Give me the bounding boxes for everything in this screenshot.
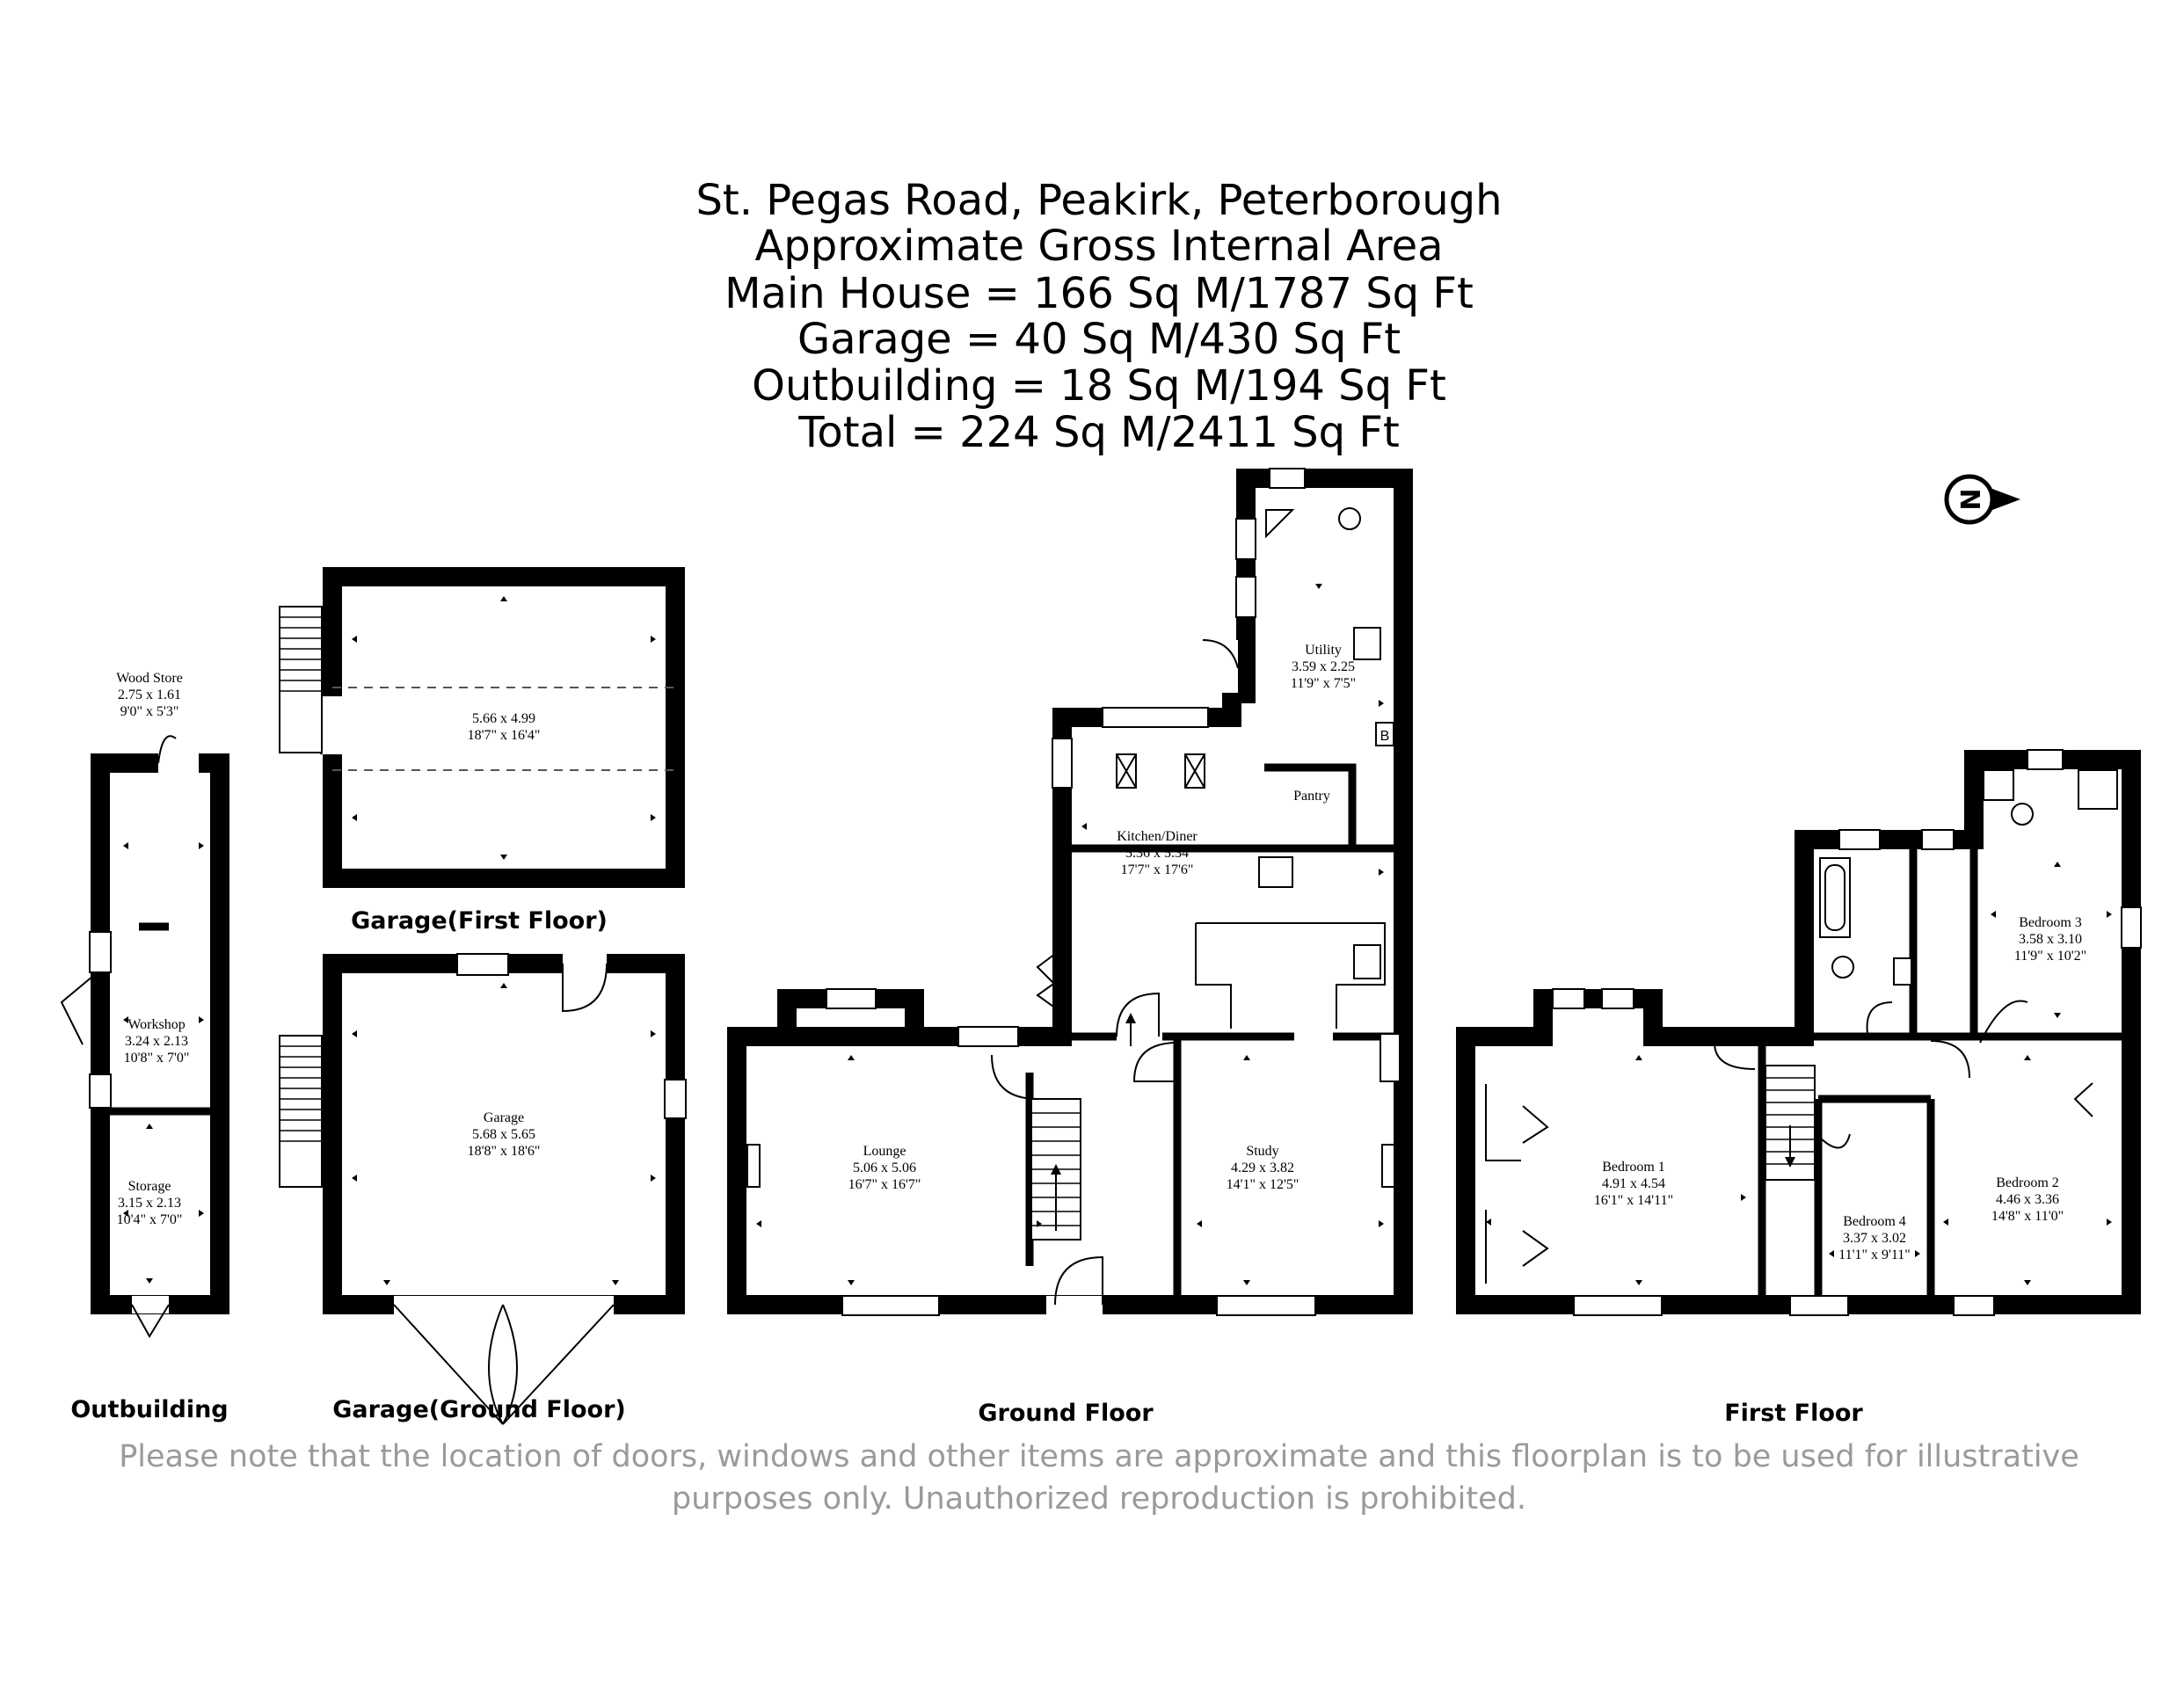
outbuilding-label: Outbuilding (70, 1396, 229, 1423)
first-floor-label: First Floor (1724, 1400, 1863, 1427)
bedroom4-metric: 3.37 x 3.02 (1843, 1231, 1906, 1246)
lounge-name: Lounge (863, 1144, 906, 1159)
wood-store-name: Wood Store (116, 671, 183, 686)
wood-store-metric: 2.75 x 1.61 (118, 688, 181, 702)
header-total-area: Total = 224 Sq M/2411 Sq Ft (798, 408, 1400, 457)
header-garage-area: Garage = 40 Sq M/430 Sq Ft (797, 315, 1401, 364)
boiler-mark: B (1380, 729, 1390, 744)
kitchen-imperial: 17'7" x 17'6" (1120, 862, 1194, 877)
garage-first-floor-plan (280, 577, 675, 935)
pantry-name: Pantry (1293, 789, 1330, 804)
study-metric: 4.29 x 3.82 (1231, 1160, 1294, 1175)
header-block (695, 176, 1502, 457)
wood-store-imperial: 9'0" x 5'3" (120, 704, 179, 719)
garage-first-metric: 5.66 x 4.99 (472, 711, 535, 726)
compass-letter: N (1956, 488, 1987, 511)
header-address: St. Pegas Road, Peakirk, Peterborough (695, 176, 1503, 225)
study-imperial: 14'1" x 12'5" (1226, 1177, 1299, 1192)
ground-floor-label: Ground Floor (978, 1400, 1154, 1427)
bedroom3-name: Bedroom 3 (2019, 915, 2082, 930)
bedroom1-name: Bedroom 1 (1602, 1160, 1665, 1175)
garage-imperial: 18'8" x 18'6" (467, 1144, 541, 1159)
workshop-metric: 3.24 x 2.13 (125, 1034, 188, 1049)
kitchen-name: Kitchen/Diner (1117, 829, 1198, 844)
header-outbuilding-area: Outbuilding = 18 Sq M/194 Sq Ft (752, 361, 1446, 411)
garage-ground-floor-label: Garage(Ground Floor) (332, 1396, 626, 1423)
storage-imperial: 10'4" x 7'0" (116, 1212, 183, 1227)
lounge-metric: 5.06 x 5.06 (853, 1160, 916, 1175)
bedroom1-metric: 4.91 x 4.54 (1602, 1176, 1665, 1191)
bedroom1-imperial: 16'1" x 14'11" (1593, 1193, 1674, 1208)
garage-name: Garage (483, 1110, 525, 1125)
first-floor-plan (1466, 750, 2141, 1427)
bedroom4-imperial: 11'1" x 9'11" (1838, 1248, 1911, 1262)
garage-metric: 5.68 x 5.65 (472, 1127, 535, 1142)
workshop-name: Workshop (127, 1017, 186, 1032)
disclaimer-line-2: purposes only. Unauthorized reproduction is prohibited. (672, 1481, 1526, 1517)
disclaimer-line-1: Please note that the location of doors, windows and other items are approximate and this floorplan is to be used for illustrative (119, 1439, 2079, 1474)
bedroom2-name: Bedroom 2 (1996, 1175, 2059, 1190)
header-main-house-area: Main House = 166 Sq M/1787 Sq Ft (724, 269, 1474, 318)
kitchen-metric: 5.36 x 5.34 (1125, 846, 1189, 861)
storage-metric: 3.15 x 2.13 (118, 1196, 181, 1211)
storage-name: Storage (127, 1179, 171, 1194)
north-arrow-icon (1947, 477, 2020, 522)
utility-metric: 3.59 x 2.25 (1292, 659, 1355, 674)
bedroom2-metric: 4.46 x 3.36 (1996, 1192, 2059, 1207)
garage-first-imperial: 18'7" x 16'4" (467, 728, 541, 743)
utility-name: Utility (1305, 643, 1342, 658)
workshop-imperial: 10'8" x 7'0" (123, 1051, 190, 1066)
bedroom3-metric: 3.58 x 3.10 (2019, 932, 2082, 947)
header-area-title: Approximate Gross Internal Area (754, 222, 1444, 271)
lounge-imperial: 16'7" x 16'7" (848, 1177, 921, 1192)
bedroom2-imperial: 14'8" x 11'0" (1991, 1209, 2064, 1224)
disclaimer (119, 1439, 2079, 1517)
utility-imperial: 11'9" x 7'5" (1290, 676, 1357, 691)
bedroom3-imperial: 11'9" x 10'2" (2013, 949, 2087, 964)
garage-first-floor-label: Garage(First Floor) (351, 907, 608, 935)
ground-floor-plan (737, 469, 1403, 1427)
bedroom4-name: Bedroom 4 (1843, 1214, 1906, 1229)
study-name: Study (1246, 1144, 1279, 1159)
outbuilding-plan (62, 671, 229, 1423)
garage-ground-floor-plan (280, 954, 686, 1424)
